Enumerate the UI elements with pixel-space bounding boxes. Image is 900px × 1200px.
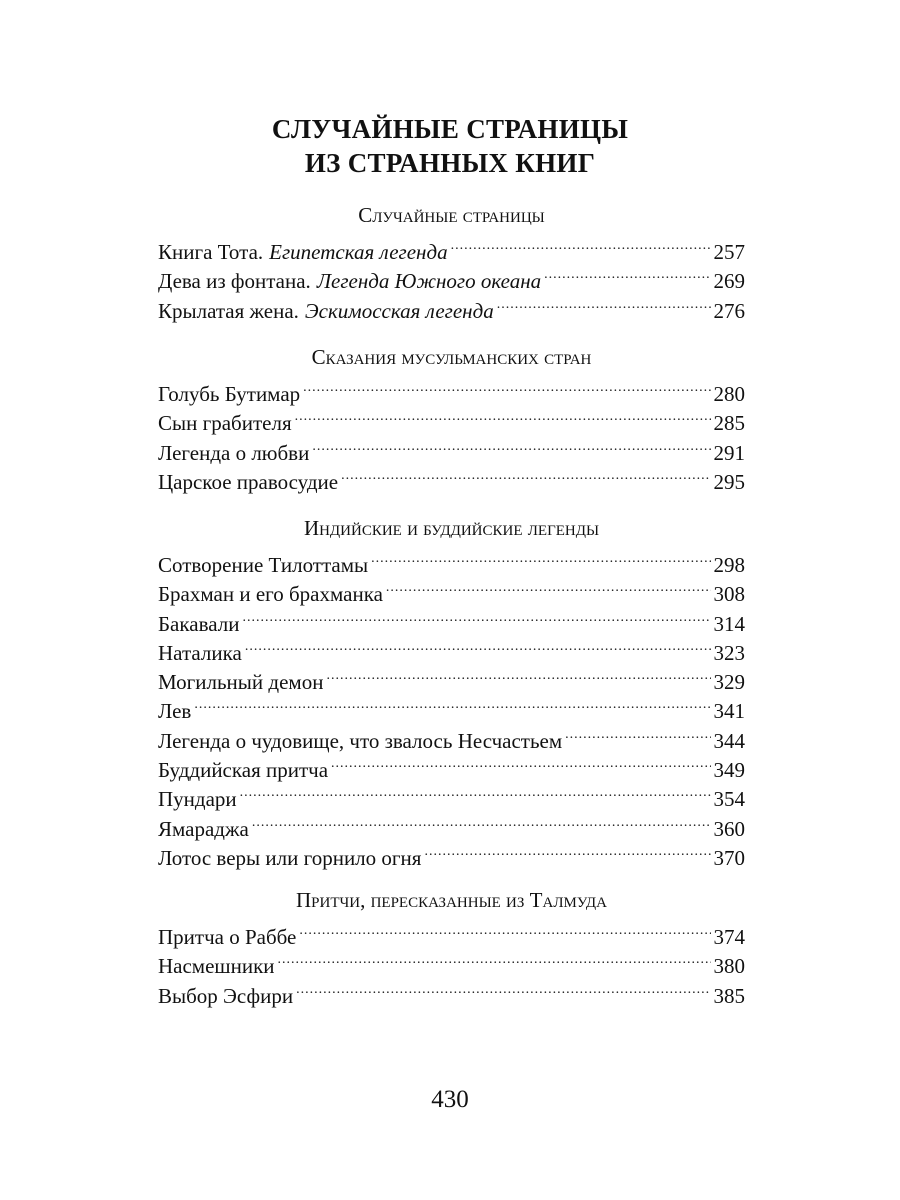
toc-entry[interactable] [158, 631, 745, 665]
dot-leader [296, 974, 710, 1003]
toc-section-indian-buddhist [158, 513, 745, 870]
entry-subtitle: Египетская легенда [269, 240, 448, 264]
entry-page: 341 [713, 699, 745, 724]
entry-page: 323 [713, 640, 745, 665]
entry-title: Голубь Бутимар [158, 382, 301, 406]
entry-page: 308 [713, 582, 745, 607]
entry-title: Насмешники [158, 954, 275, 979]
entry-page: 291 [713, 440, 745, 465]
entry-title: Сын грабителя [158, 411, 292, 436]
dot-leader [451, 230, 711, 259]
dot-leader [194, 689, 710, 718]
dot-leader [295, 401, 711, 430]
dot-leader [303, 372, 710, 401]
entry-title: Дева из фонтана. [158, 269, 311, 294]
entry-title: Книга Тота. [158, 240, 264, 264]
dot-leader [242, 602, 710, 631]
entry-title: Выбор Эсфири [158, 983, 294, 1008]
entry-title: Наталика [158, 640, 242, 665]
dot-leader [278, 944, 711, 973]
title-line-2: ИЗ СТРАННЫХ КНИГ [304, 148, 596, 178]
dot-leader [245, 631, 711, 660]
entry-page: 349 [713, 758, 745, 783]
toc-entry[interactable] [158, 372, 745, 406]
entry-title: Крылатая жена. [158, 298, 299, 323]
toc-section-talmud-parables [158, 885, 745, 1008]
toc-entry[interactable] [158, 543, 745, 577]
section-title: Притчи, пересказанные из Талмуда [296, 888, 607, 912]
toc-section-random-pages [158, 200, 745, 323]
toc-entry[interactable] [158, 689, 745, 724]
toc-entry[interactable] [158, 915, 745, 949]
entry-page: 298 [713, 553, 745, 577]
dot-leader [386, 572, 711, 601]
dot-leader [544, 259, 710, 288]
entry-page: 269 [713, 269, 745, 294]
entry-page: 385 [713, 983, 745, 1008]
entry-page: 280 [713, 382, 745, 406]
entry-title: Лев [158, 699, 192, 724]
entry-page: 374 [713, 925, 745, 949]
entry-page: 344 [713, 728, 745, 753]
entry-page: 329 [713, 670, 745, 695]
dot-leader [252, 807, 711, 836]
dot-leader [497, 289, 711, 318]
toc-entry[interactable] [158, 777, 745, 812]
section-title: Индийские и буддийские легенды [303, 516, 600, 540]
page-title [0, 112, 900, 180]
entry-title: Легенда о чудовище, что звалось Несчастьем [158, 728, 563, 753]
entry-page: 354 [713, 787, 745, 812]
entry-title: Царское правосудие [158, 469, 339, 494]
entry-page: 314 [713, 611, 745, 636]
toc-entry[interactable] [158, 807, 745, 841]
dot-leader [424, 836, 710, 865]
entry-title: Брахман и его брахманка [158, 582, 383, 607]
entry-title: Могильный демон [158, 670, 324, 695]
entry-page: 370 [713, 845, 745, 870]
dot-leader [326, 660, 710, 689]
toc-entry[interactable] [158, 660, 745, 695]
dot-leader [299, 915, 710, 944]
entry-page: 285 [713, 411, 745, 436]
entry-title: Пундари [158, 787, 237, 812]
entry-page: 276 [713, 298, 745, 323]
entry-title: Ямараджа [158, 816, 249, 841]
entry-title: Сотворение Тилоттамы [158, 553, 369, 577]
page-number: 430 [431, 1086, 469, 1113]
toc-entry[interactable] [158, 230, 745, 264]
toc-entry[interactable] [158, 719, 745, 753]
section-title: Случайные страницы [358, 203, 545, 227]
dot-leader [341, 460, 710, 489]
entry-page: 257 [713, 240, 745, 264]
entry-subtitle: Эскимосская легенда [304, 298, 494, 323]
dot-leader [240, 777, 711, 806]
entry-page: 380 [713, 954, 745, 979]
entry-title: Притча о Раббе [158, 925, 297, 949]
toc-entry[interactable] [158, 602, 745, 636]
entry-title: Буддийская притча [158, 758, 329, 783]
entry-subtitle: Легенда Южного океана [316, 269, 542, 294]
entry-title: Бакавали [158, 611, 240, 636]
entry-title: Лотос веры или горнило огня [158, 845, 422, 870]
dot-leader [312, 431, 710, 460]
entry-page: 295 [713, 469, 745, 494]
entry-title: Легенда о любви [158, 440, 310, 465]
section-title: Сказания мусульманских стран [311, 345, 592, 369]
dot-leader [371, 543, 710, 572]
dot-leader [565, 719, 710, 748]
dot-leader [331, 748, 710, 777]
toc-section-muslim-tales [158, 342, 745, 494]
entry-page: 360 [713, 816, 745, 841]
title-line-1: СЛУЧАЙНЫЕ СТРАНИЦЫ [271, 114, 629, 144]
